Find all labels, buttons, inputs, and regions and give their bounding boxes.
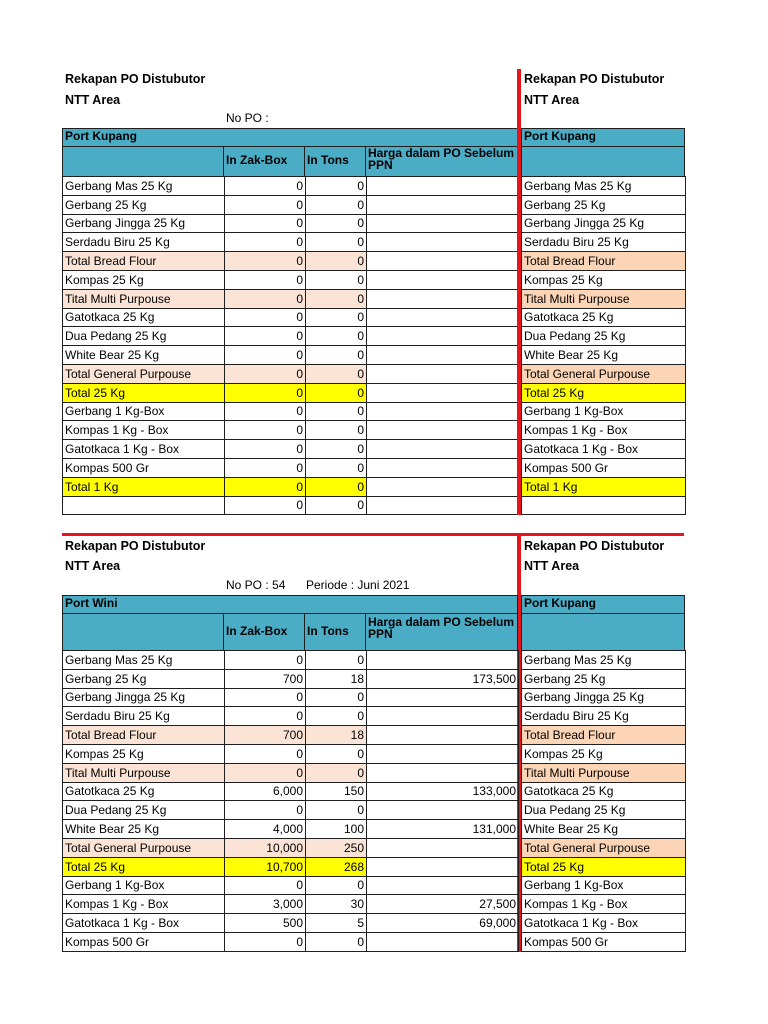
table-row xyxy=(63,857,519,876)
right-row-label: Total Bread Flour xyxy=(522,726,686,745)
row-zak-value: 0 xyxy=(225,440,306,459)
right-row-label: Kompas 25 Kg xyxy=(522,270,686,289)
table-row xyxy=(63,383,519,402)
row-tons-value: 0 xyxy=(306,364,367,383)
row-label: Gerbang 25 Kg xyxy=(63,669,225,688)
right-table-row xyxy=(522,177,686,196)
table-row xyxy=(63,421,519,440)
right-table-row xyxy=(522,857,686,876)
right-row-label: Gatotkaca 25 Kg xyxy=(522,782,686,801)
row-harga-value xyxy=(367,801,519,820)
right-table-row xyxy=(522,233,686,252)
row-label: Gerbang 1 Kg-Box xyxy=(63,876,225,895)
right-section-title: Rekapan PO Distubutor xyxy=(524,72,665,86)
row-harga-value xyxy=(367,233,519,252)
row-zak-value: 500 xyxy=(225,914,306,933)
right-table-row xyxy=(522,270,686,289)
row-label: Gerbang Jingga 25 Kg xyxy=(63,214,225,233)
row-label: Gerbang Jingga 25 Kg xyxy=(63,688,225,707)
section-area: NTT Area xyxy=(65,559,121,573)
row-zak-value: 0 xyxy=(225,364,306,383)
right-table-row xyxy=(522,707,686,726)
right-row-label: Gatotkaca 25 Kg xyxy=(522,308,686,327)
table-row xyxy=(63,364,519,383)
right-row-label: Total General Purpouse xyxy=(522,838,686,857)
row-tons-value: 0 xyxy=(306,270,367,289)
row-tons-value: 0 xyxy=(306,744,367,763)
row-harga-value xyxy=(367,857,519,876)
row-tons-value: 0 xyxy=(306,233,367,252)
row-zak-value: 700 xyxy=(225,669,306,688)
row-zak-value: 4,000 xyxy=(225,820,306,839)
row-harga-value xyxy=(367,496,519,515)
row-label: Total Bread Flour xyxy=(63,252,225,271)
right-table-row xyxy=(522,477,686,496)
table-row xyxy=(63,744,519,763)
row-zak-value: 0 xyxy=(225,744,306,763)
right-table-row xyxy=(522,214,686,233)
section-title: Rekapan PO Distubutor xyxy=(65,72,206,86)
row-harga-value xyxy=(367,477,519,496)
row-zak-value: 0 xyxy=(225,496,306,515)
row-harga-value xyxy=(367,838,519,857)
red-horizontal-divider xyxy=(62,533,684,536)
row-zak-value: 0 xyxy=(225,289,306,308)
table-row xyxy=(63,914,519,933)
row-harga-value: 69,000 xyxy=(367,914,519,933)
row-label: Gatotkaca 25 Kg xyxy=(63,782,225,801)
table-row xyxy=(63,440,519,459)
row-zak-value: 10,000 xyxy=(225,838,306,857)
table-row xyxy=(63,876,519,895)
right-row-label: Gerbang Mas 25 Kg xyxy=(522,177,686,196)
row-harga-value xyxy=(367,876,519,895)
right-table-row xyxy=(522,195,686,214)
right-row-label: Total 25 Kg xyxy=(522,857,686,876)
right-table-row xyxy=(522,914,686,933)
row-zak-value: 0 xyxy=(225,876,306,895)
table-row xyxy=(63,669,519,688)
right-row-label: Gerbang 1 Kg-Box xyxy=(522,876,686,895)
row-label: Kompas 25 Kg xyxy=(63,270,225,289)
row-label: Serdadu Biru 25 Kg xyxy=(63,233,225,252)
table-row xyxy=(63,651,519,670)
row-tons-value: 0 xyxy=(306,707,367,726)
row-tons-value: 0 xyxy=(306,195,367,214)
row-tons-value: 0 xyxy=(306,383,367,402)
row-tons-value: 0 xyxy=(306,763,367,782)
right-table-row xyxy=(522,801,686,820)
po-table-right xyxy=(521,176,686,515)
row-label: Kompas 500 Gr xyxy=(63,458,225,477)
row-harga-value xyxy=(367,440,519,459)
row-harga-value xyxy=(367,651,519,670)
row-tons-value: 0 xyxy=(306,177,367,196)
row-tons-value: 0 xyxy=(306,308,367,327)
row-tons-value: 0 xyxy=(306,651,367,670)
port-name: Port Wini xyxy=(65,596,118,610)
row-zak-value: 700 xyxy=(225,726,306,745)
right-section-title: Rekapan PO Distubutor xyxy=(524,539,665,553)
row-harga-value xyxy=(367,707,519,726)
row-tons-value: 0 xyxy=(306,421,367,440)
right-column-header xyxy=(521,613,685,651)
right-table-row xyxy=(522,895,686,914)
table-row xyxy=(63,763,519,782)
row-tons-value: 268 xyxy=(306,857,367,876)
right-row-label: Kompas 1 Kg - Box xyxy=(522,895,686,914)
row-tons-value: 0 xyxy=(306,688,367,707)
right-table-row xyxy=(522,496,686,515)
row-harga-value: 131,000 xyxy=(367,820,519,839)
row-harga-value xyxy=(367,364,519,383)
right-row-label: White Bear 25 Kg xyxy=(522,346,686,365)
row-harga-value xyxy=(367,744,519,763)
row-zak-value: 0 xyxy=(225,252,306,271)
right-row-label: Gerbang 25 Kg xyxy=(522,195,686,214)
row-label: White Bear 25 Kg xyxy=(63,346,225,365)
right-row-label: Tital Multi Purpouse xyxy=(522,289,686,308)
right-row-label: Total General Purpouse xyxy=(522,364,686,383)
row-label: Tital Multi Purpouse xyxy=(63,763,225,782)
right-row-label: Kompas 500 Gr xyxy=(522,458,686,477)
right-table-row xyxy=(522,440,686,459)
row-zak-value: 0 xyxy=(225,477,306,496)
row-label: Gatotkaca 1 Kg - Box xyxy=(63,914,225,933)
row-tons-value: 0 xyxy=(306,346,367,365)
table-row xyxy=(63,895,519,914)
row-harga-value xyxy=(367,270,519,289)
row-tons-value: 0 xyxy=(306,214,367,233)
row-label: Kompas 500 Gr xyxy=(63,932,225,951)
right-table-row xyxy=(522,421,686,440)
red-vertical-divider-1 xyxy=(517,69,521,515)
row-harga-value xyxy=(367,726,519,745)
right-row-label: Total 25 Kg xyxy=(522,383,686,402)
row-label: Kompas 1 Kg - Box xyxy=(63,421,225,440)
table-row xyxy=(63,327,519,346)
port-header xyxy=(62,595,518,614)
right-column-header xyxy=(521,146,685,177)
zak-header-label: In Zak-Box xyxy=(226,624,288,638)
right-table-row xyxy=(522,402,686,421)
row-tons-value: 0 xyxy=(306,801,367,820)
row-harga-value: 173,500 xyxy=(367,669,519,688)
section-area: NTT Area xyxy=(65,93,121,107)
right-row-label: Dua Pedang 25 Kg xyxy=(522,327,686,346)
row-zak-value: 0 xyxy=(225,688,306,707)
row-harga-value xyxy=(367,402,519,421)
table-row xyxy=(63,496,519,515)
right-row-label: Gerbang 1 Kg-Box xyxy=(522,402,686,421)
right-row-label: Serdadu Biru 25 Kg xyxy=(522,707,686,726)
row-zak-value: 0 xyxy=(225,346,306,365)
row-harga-value xyxy=(367,458,519,477)
right-row-label: Dua Pedang 25 Kg xyxy=(522,801,686,820)
right-row-label: Total Bread Flour xyxy=(522,252,686,271)
table-row xyxy=(63,270,519,289)
row-label: Gerbang Mas 25 Kg xyxy=(63,651,225,670)
right-table-row xyxy=(522,252,686,271)
row-tons-value: 0 xyxy=(306,327,367,346)
row-harga-value xyxy=(367,327,519,346)
row-harga-value xyxy=(367,214,519,233)
row-harga-value xyxy=(367,932,519,951)
row-tons-value: 18 xyxy=(306,726,367,745)
row-label: Serdadu Biru 25 Kg xyxy=(63,707,225,726)
row-label: Dua Pedang 25 Kg xyxy=(63,801,225,820)
right-table-row xyxy=(522,651,686,670)
row-zak-value: 0 xyxy=(225,383,306,402)
row-label: Total General Purpouse xyxy=(63,364,225,383)
right-table-row xyxy=(522,383,686,402)
row-tons-value: 150 xyxy=(306,782,367,801)
row-label: Gatotkaca 25 Kg xyxy=(63,308,225,327)
table-row xyxy=(63,289,519,308)
row-zak-value: 0 xyxy=(225,308,306,327)
row-zak-value: 0 xyxy=(225,177,306,196)
row-label xyxy=(63,496,225,515)
row-tons-value: 0 xyxy=(306,252,367,271)
row-label: Total Bread Flour xyxy=(63,726,225,745)
row-harga-value xyxy=(367,383,519,402)
column-header-label xyxy=(62,613,224,651)
row-zak-value: 0 xyxy=(225,651,306,670)
table-row xyxy=(63,195,519,214)
row-label: Dua Pedang 25 Kg xyxy=(63,327,225,346)
column-header-label xyxy=(62,146,224,177)
row-label: Total 25 Kg xyxy=(63,857,225,876)
row-zak-value: 0 xyxy=(225,233,306,252)
right-row-label: Gatotkaca 1 Kg - Box xyxy=(522,440,686,459)
right-row-label: Serdadu Biru 25 Kg xyxy=(522,233,686,252)
row-tons-value: 18 xyxy=(306,669,367,688)
po-number: No PO : 54 xyxy=(226,578,286,592)
row-tons-value: 0 xyxy=(306,932,367,951)
right-row-label: Gerbang Mas 25 Kg xyxy=(522,651,686,670)
right-table-row xyxy=(522,838,686,857)
row-label: Kompas 1 Kg - Box xyxy=(63,895,225,914)
right-table-row xyxy=(522,346,686,365)
right-table-row xyxy=(522,669,686,688)
right-table-row xyxy=(522,820,686,839)
row-zak-value: 0 xyxy=(225,763,306,782)
po-number: No PO : xyxy=(226,111,269,125)
right-row-label: Gatotkaca 1 Kg - Box xyxy=(522,914,686,933)
row-tons-value: 30 xyxy=(306,895,367,914)
row-label: Gerbang 1 Kg-Box xyxy=(63,402,225,421)
row-zak-value: 6,000 xyxy=(225,782,306,801)
row-harga-value: 133,000 xyxy=(367,782,519,801)
row-label: Total General Purpouse xyxy=(63,838,225,857)
table-row xyxy=(63,252,519,271)
row-harga-value: 27,500 xyxy=(367,895,519,914)
row-harga-value xyxy=(367,421,519,440)
row-label: Total 1 Kg xyxy=(63,477,225,496)
right-table-row xyxy=(522,327,686,346)
row-zak-value: 0 xyxy=(225,327,306,346)
right-port-name: Port Kupang xyxy=(524,129,596,143)
row-tons-value: 0 xyxy=(306,289,367,308)
tons-header-label: In Tons xyxy=(307,624,349,638)
right-row-label: White Bear 25 Kg xyxy=(522,820,686,839)
row-tons-value: 0 xyxy=(306,440,367,459)
port-name: Port Kupang xyxy=(65,129,137,143)
row-harga-value xyxy=(367,177,519,196)
row-zak-value: 0 xyxy=(225,270,306,289)
row-tons-value: 0 xyxy=(306,402,367,421)
row-zak-value: 0 xyxy=(225,932,306,951)
row-tons-value: 0 xyxy=(306,876,367,895)
row-tons-value: 100 xyxy=(306,820,367,839)
table-row xyxy=(63,820,519,839)
table-row xyxy=(63,801,519,820)
section-title: Rekapan PO Distubutor xyxy=(65,539,206,553)
row-zak-value: 0 xyxy=(225,214,306,233)
po-table-main xyxy=(62,176,519,515)
right-row-label: Gerbang 25 Kg xyxy=(522,669,686,688)
table-row xyxy=(63,688,519,707)
row-zak-value: 0 xyxy=(225,421,306,440)
row-zak-value: 0 xyxy=(225,402,306,421)
row-harga-value xyxy=(367,195,519,214)
right-table-row xyxy=(522,289,686,308)
right-table-row xyxy=(522,876,686,895)
right-section-area: NTT Area xyxy=(524,559,580,573)
right-row-label: Tital Multi Purpouse xyxy=(522,763,686,782)
right-row-label: Gerbang Jingga 25 Kg xyxy=(522,214,686,233)
row-tons-value: 0 xyxy=(306,496,367,515)
row-label: Total 25 Kg xyxy=(63,383,225,402)
row-harga-value xyxy=(367,688,519,707)
row-harga-value xyxy=(367,289,519,308)
right-table-row xyxy=(522,744,686,763)
harga-header-label: Harga dalam PO Sebelum PPN xyxy=(368,615,515,641)
table-row xyxy=(63,707,519,726)
tons-header-label: In Tons xyxy=(307,153,349,167)
right-table-row xyxy=(522,364,686,383)
table-row xyxy=(63,838,519,857)
table-row xyxy=(63,346,519,365)
row-zak-value: 3,000 xyxy=(225,895,306,914)
row-label: White Bear 25 Kg xyxy=(63,820,225,839)
row-harga-value xyxy=(367,346,519,365)
table-row xyxy=(63,726,519,745)
po-table-right xyxy=(521,650,686,952)
table-row xyxy=(63,782,519,801)
row-tons-value: 250 xyxy=(306,838,367,857)
table-row xyxy=(63,458,519,477)
table-row xyxy=(63,233,519,252)
table-row xyxy=(63,932,519,951)
row-zak-value: 10,700 xyxy=(225,857,306,876)
row-tons-value: 0 xyxy=(306,458,367,477)
table-row xyxy=(63,308,519,327)
right-table-row xyxy=(522,458,686,477)
right-row-label: Kompas 25 Kg xyxy=(522,744,686,763)
row-harga-value xyxy=(367,252,519,271)
table-row xyxy=(63,214,519,233)
table-row xyxy=(63,177,519,196)
row-label: Gerbang Mas 25 Kg xyxy=(63,177,225,196)
row-zak-value: 0 xyxy=(225,195,306,214)
row-label: Kompas 25 Kg xyxy=(63,744,225,763)
right-table-row xyxy=(522,308,686,327)
right-table-row xyxy=(522,782,686,801)
right-port-name: Port Kupang xyxy=(524,596,596,610)
table-row xyxy=(63,402,519,421)
right-table-row xyxy=(522,763,686,782)
table-row xyxy=(63,477,519,496)
right-section-area: NTT Area xyxy=(524,93,580,107)
row-harga-value xyxy=(367,308,519,327)
row-label: Gerbang 25 Kg xyxy=(63,195,225,214)
zak-header-label: In Zak-Box xyxy=(226,153,288,167)
row-label: Gatotkaca 1 Kg - Box xyxy=(63,440,225,459)
row-zak-value: 0 xyxy=(225,707,306,726)
right-table-row xyxy=(522,688,686,707)
right-row-label: Kompas 500 Gr xyxy=(522,932,686,951)
right-table-row xyxy=(522,726,686,745)
periode: Periode : Juni 2021 xyxy=(306,578,410,592)
po-table-main xyxy=(62,650,519,952)
row-zak-value: 0 xyxy=(225,458,306,477)
right-row-label: Gerbang Jingga 25 Kg xyxy=(522,688,686,707)
row-tons-value: 0 xyxy=(306,477,367,496)
right-table-row xyxy=(522,932,686,951)
harga-header-label: Harga dalam PO Sebelum PPN xyxy=(368,146,515,172)
row-zak-value: 0 xyxy=(225,801,306,820)
right-row-label xyxy=(522,496,686,515)
right-row-label: Total 1 Kg xyxy=(522,477,686,496)
row-harga-value xyxy=(367,763,519,782)
row-label: Tital Multi Purpouse xyxy=(63,289,225,308)
row-tons-value: 5 xyxy=(306,914,367,933)
right-row-label: Kompas 1 Kg - Box xyxy=(522,421,686,440)
